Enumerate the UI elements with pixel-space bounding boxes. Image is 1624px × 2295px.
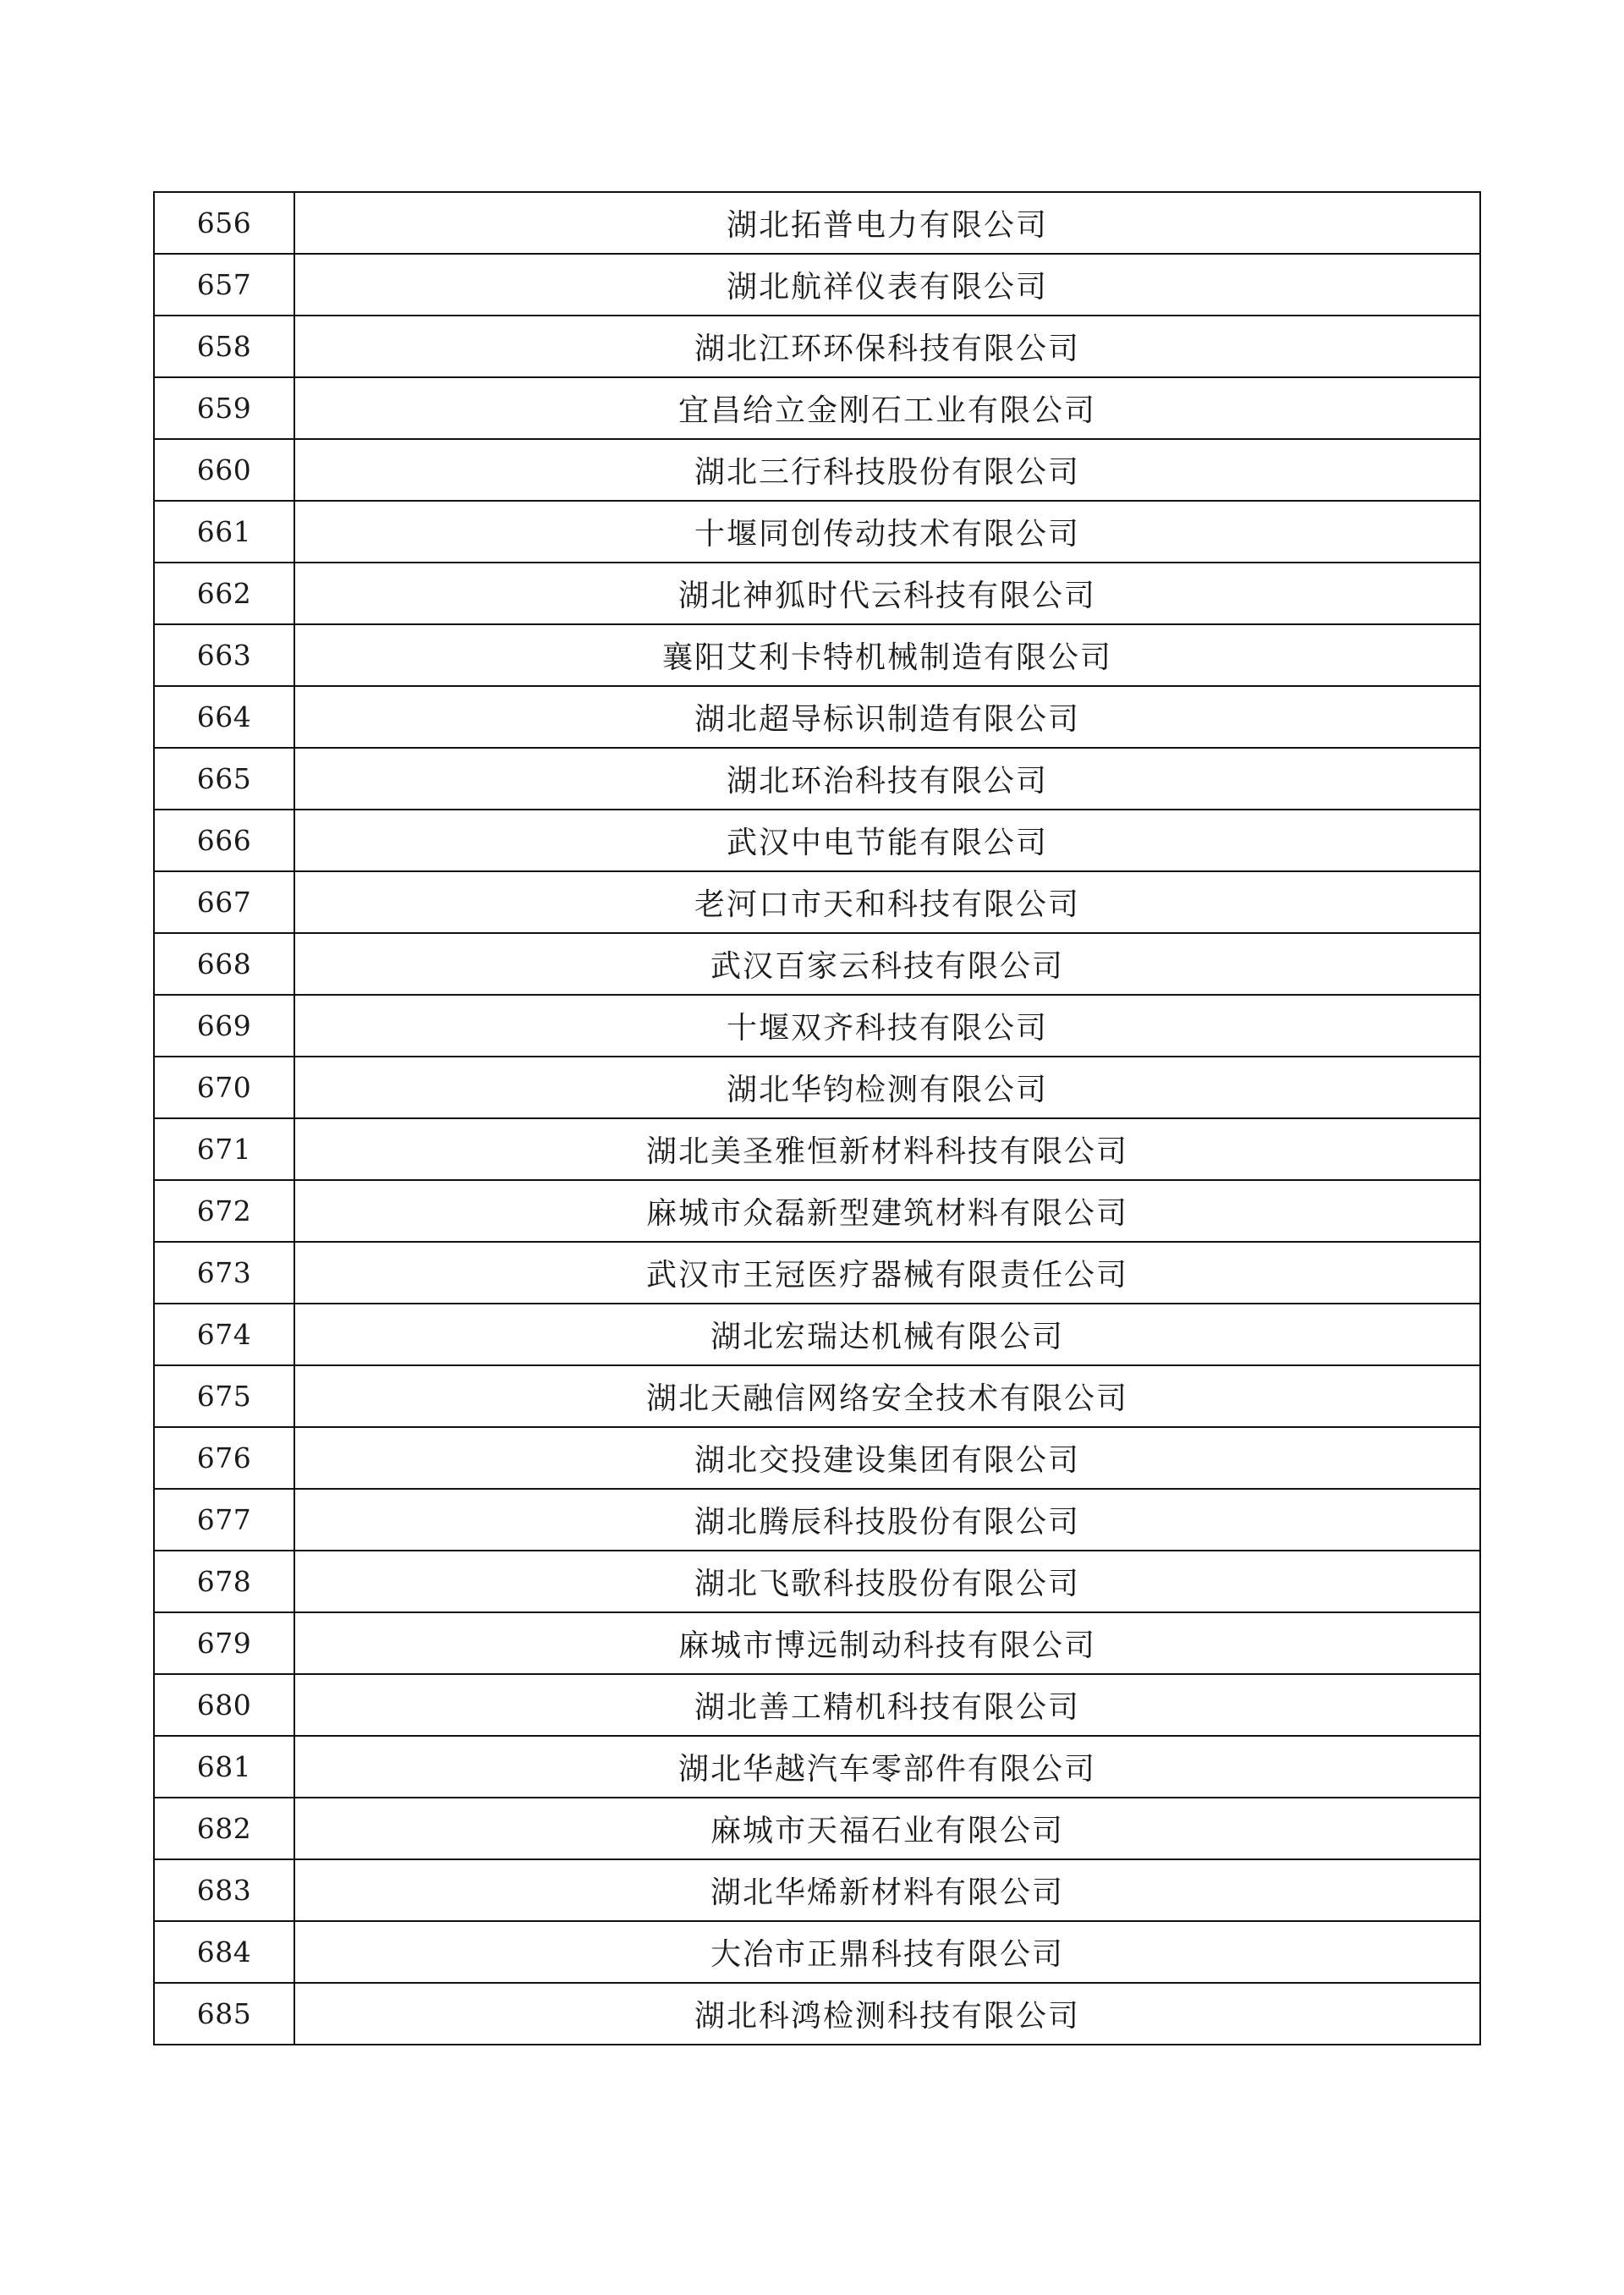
- table-row: [154, 1674, 1480, 1736]
- row-number: 665: [154, 748, 294, 810]
- row-number: 671: [154, 1118, 294, 1180]
- table-row: [154, 1612, 1480, 1674]
- row-number: 680: [154, 1674, 294, 1736]
- table-row: [154, 1859, 1480, 1921]
- row-number: 663: [154, 624, 294, 686]
- row-number: 682: [154, 1798, 294, 1859]
- row-number: 673: [154, 1242, 294, 1304]
- table-row: [154, 748, 1480, 810]
- table-row: [154, 933, 1480, 995]
- row-number: 678: [154, 1551, 294, 1612]
- company-name: 湖北宏瑞达机械有限公司: [294, 1304, 1480, 1365]
- row-number: 679: [154, 1612, 294, 1674]
- row-number: 660: [154, 439, 294, 501]
- company-name: 湖北神狐时代云科技有限公司: [294, 563, 1480, 624]
- company-name: 武汉市王冠医疗器械有限责任公司: [294, 1242, 1480, 1304]
- company-name: 宜昌给立金刚石工业有限公司: [294, 377, 1480, 439]
- table-row: [154, 1489, 1480, 1551]
- table-row: [154, 439, 1480, 501]
- company-name: 湖北航祥仪表有限公司: [294, 254, 1480, 316]
- company-name: 湖北江环环保科技有限公司: [294, 316, 1480, 377]
- company-name: 湖北拓普电力有限公司: [294, 192, 1480, 254]
- row-number: 661: [154, 501, 294, 563]
- table-row: [154, 316, 1480, 377]
- company-name: 麻城市众磊新型建筑材料有限公司: [294, 1180, 1480, 1242]
- table-row: [154, 501, 1480, 563]
- company-name: 湖北交投建设集团有限公司: [294, 1427, 1480, 1489]
- table-row: [154, 254, 1480, 316]
- row-number: 670: [154, 1057, 294, 1118]
- row-number: 684: [154, 1921, 294, 1983]
- table-row: [154, 624, 1480, 686]
- row-number: 657: [154, 254, 294, 316]
- company-name: 湖北华越汽车零部件有限公司: [294, 1736, 1480, 1798]
- company-name: 十堰双齐科技有限公司: [294, 995, 1480, 1057]
- table-row: [154, 1365, 1480, 1427]
- row-number: 672: [154, 1180, 294, 1242]
- row-number: 677: [154, 1489, 294, 1551]
- row-number: 681: [154, 1736, 294, 1798]
- company-name: 湖北华钧检测有限公司: [294, 1057, 1480, 1118]
- row-number: 662: [154, 563, 294, 624]
- table-row: [154, 192, 1480, 254]
- table-row: [154, 1983, 1480, 2045]
- company-name: 麻城市博远制动科技有限公司: [294, 1612, 1480, 1674]
- table-row: [154, 686, 1480, 748]
- row-number: 668: [154, 933, 294, 995]
- table-row: [154, 1427, 1480, 1489]
- company-name: 大冶市正鼎科技有限公司: [294, 1921, 1480, 1983]
- table-row: [154, 1736, 1480, 1798]
- table-row: [154, 377, 1480, 439]
- company-name: 湖北天融信网络安全技术有限公司: [294, 1365, 1480, 1427]
- company-name: 湖北腾辰科技股份有限公司: [294, 1489, 1480, 1551]
- company-list-body: [154, 192, 1480, 2045]
- row-number: 667: [154, 871, 294, 933]
- table-row: [154, 1798, 1480, 1859]
- row-number: 659: [154, 377, 294, 439]
- company-name: 麻城市天福石业有限公司: [294, 1798, 1480, 1859]
- table-row: [154, 1304, 1480, 1365]
- company-name: 湖北华烯新材料有限公司: [294, 1859, 1480, 1921]
- row-number: 666: [154, 810, 294, 871]
- company-name: 老河口市天和科技有限公司: [294, 871, 1480, 933]
- company-name: 湖北科鸿检测科技有限公司: [294, 1983, 1480, 2045]
- table-row: [154, 810, 1480, 871]
- table-row: [154, 1551, 1480, 1612]
- row-number: 685: [154, 1983, 294, 2045]
- row-number: 664: [154, 686, 294, 748]
- company-name: 湖北美圣雅恒新材料科技有限公司: [294, 1118, 1480, 1180]
- company-name: 湖北善工精机科技有限公司: [294, 1674, 1480, 1736]
- company-name: 武汉中电节能有限公司: [294, 810, 1480, 871]
- company-name: 武汉百家云科技有限公司: [294, 933, 1480, 995]
- row-number: 658: [154, 316, 294, 377]
- company-name: 湖北三行科技股份有限公司: [294, 439, 1480, 501]
- row-number: 669: [154, 995, 294, 1057]
- table-row: [154, 871, 1480, 933]
- company-list-table: [153, 191, 1481, 2045]
- row-number: 656: [154, 192, 294, 254]
- table-row: [154, 1921, 1480, 1983]
- table-row: [154, 1242, 1480, 1304]
- row-number: 676: [154, 1427, 294, 1489]
- company-name: 襄阳艾利卡特机械制造有限公司: [294, 624, 1480, 686]
- table-row: [154, 563, 1480, 624]
- row-number: 683: [154, 1859, 294, 1921]
- row-number: 675: [154, 1365, 294, 1427]
- row-number: 674: [154, 1304, 294, 1365]
- company-name: 湖北环治科技有限公司: [294, 748, 1480, 810]
- table-row: [154, 1118, 1480, 1180]
- company-name: 十堰同创传动技术有限公司: [294, 501, 1480, 563]
- table-row: [154, 995, 1480, 1057]
- company-name: 湖北飞歌科技股份有限公司: [294, 1551, 1480, 1612]
- table-row: [154, 1057, 1480, 1118]
- table-row: [154, 1180, 1480, 1242]
- company-name: 湖北超导标识制造有限公司: [294, 686, 1480, 748]
